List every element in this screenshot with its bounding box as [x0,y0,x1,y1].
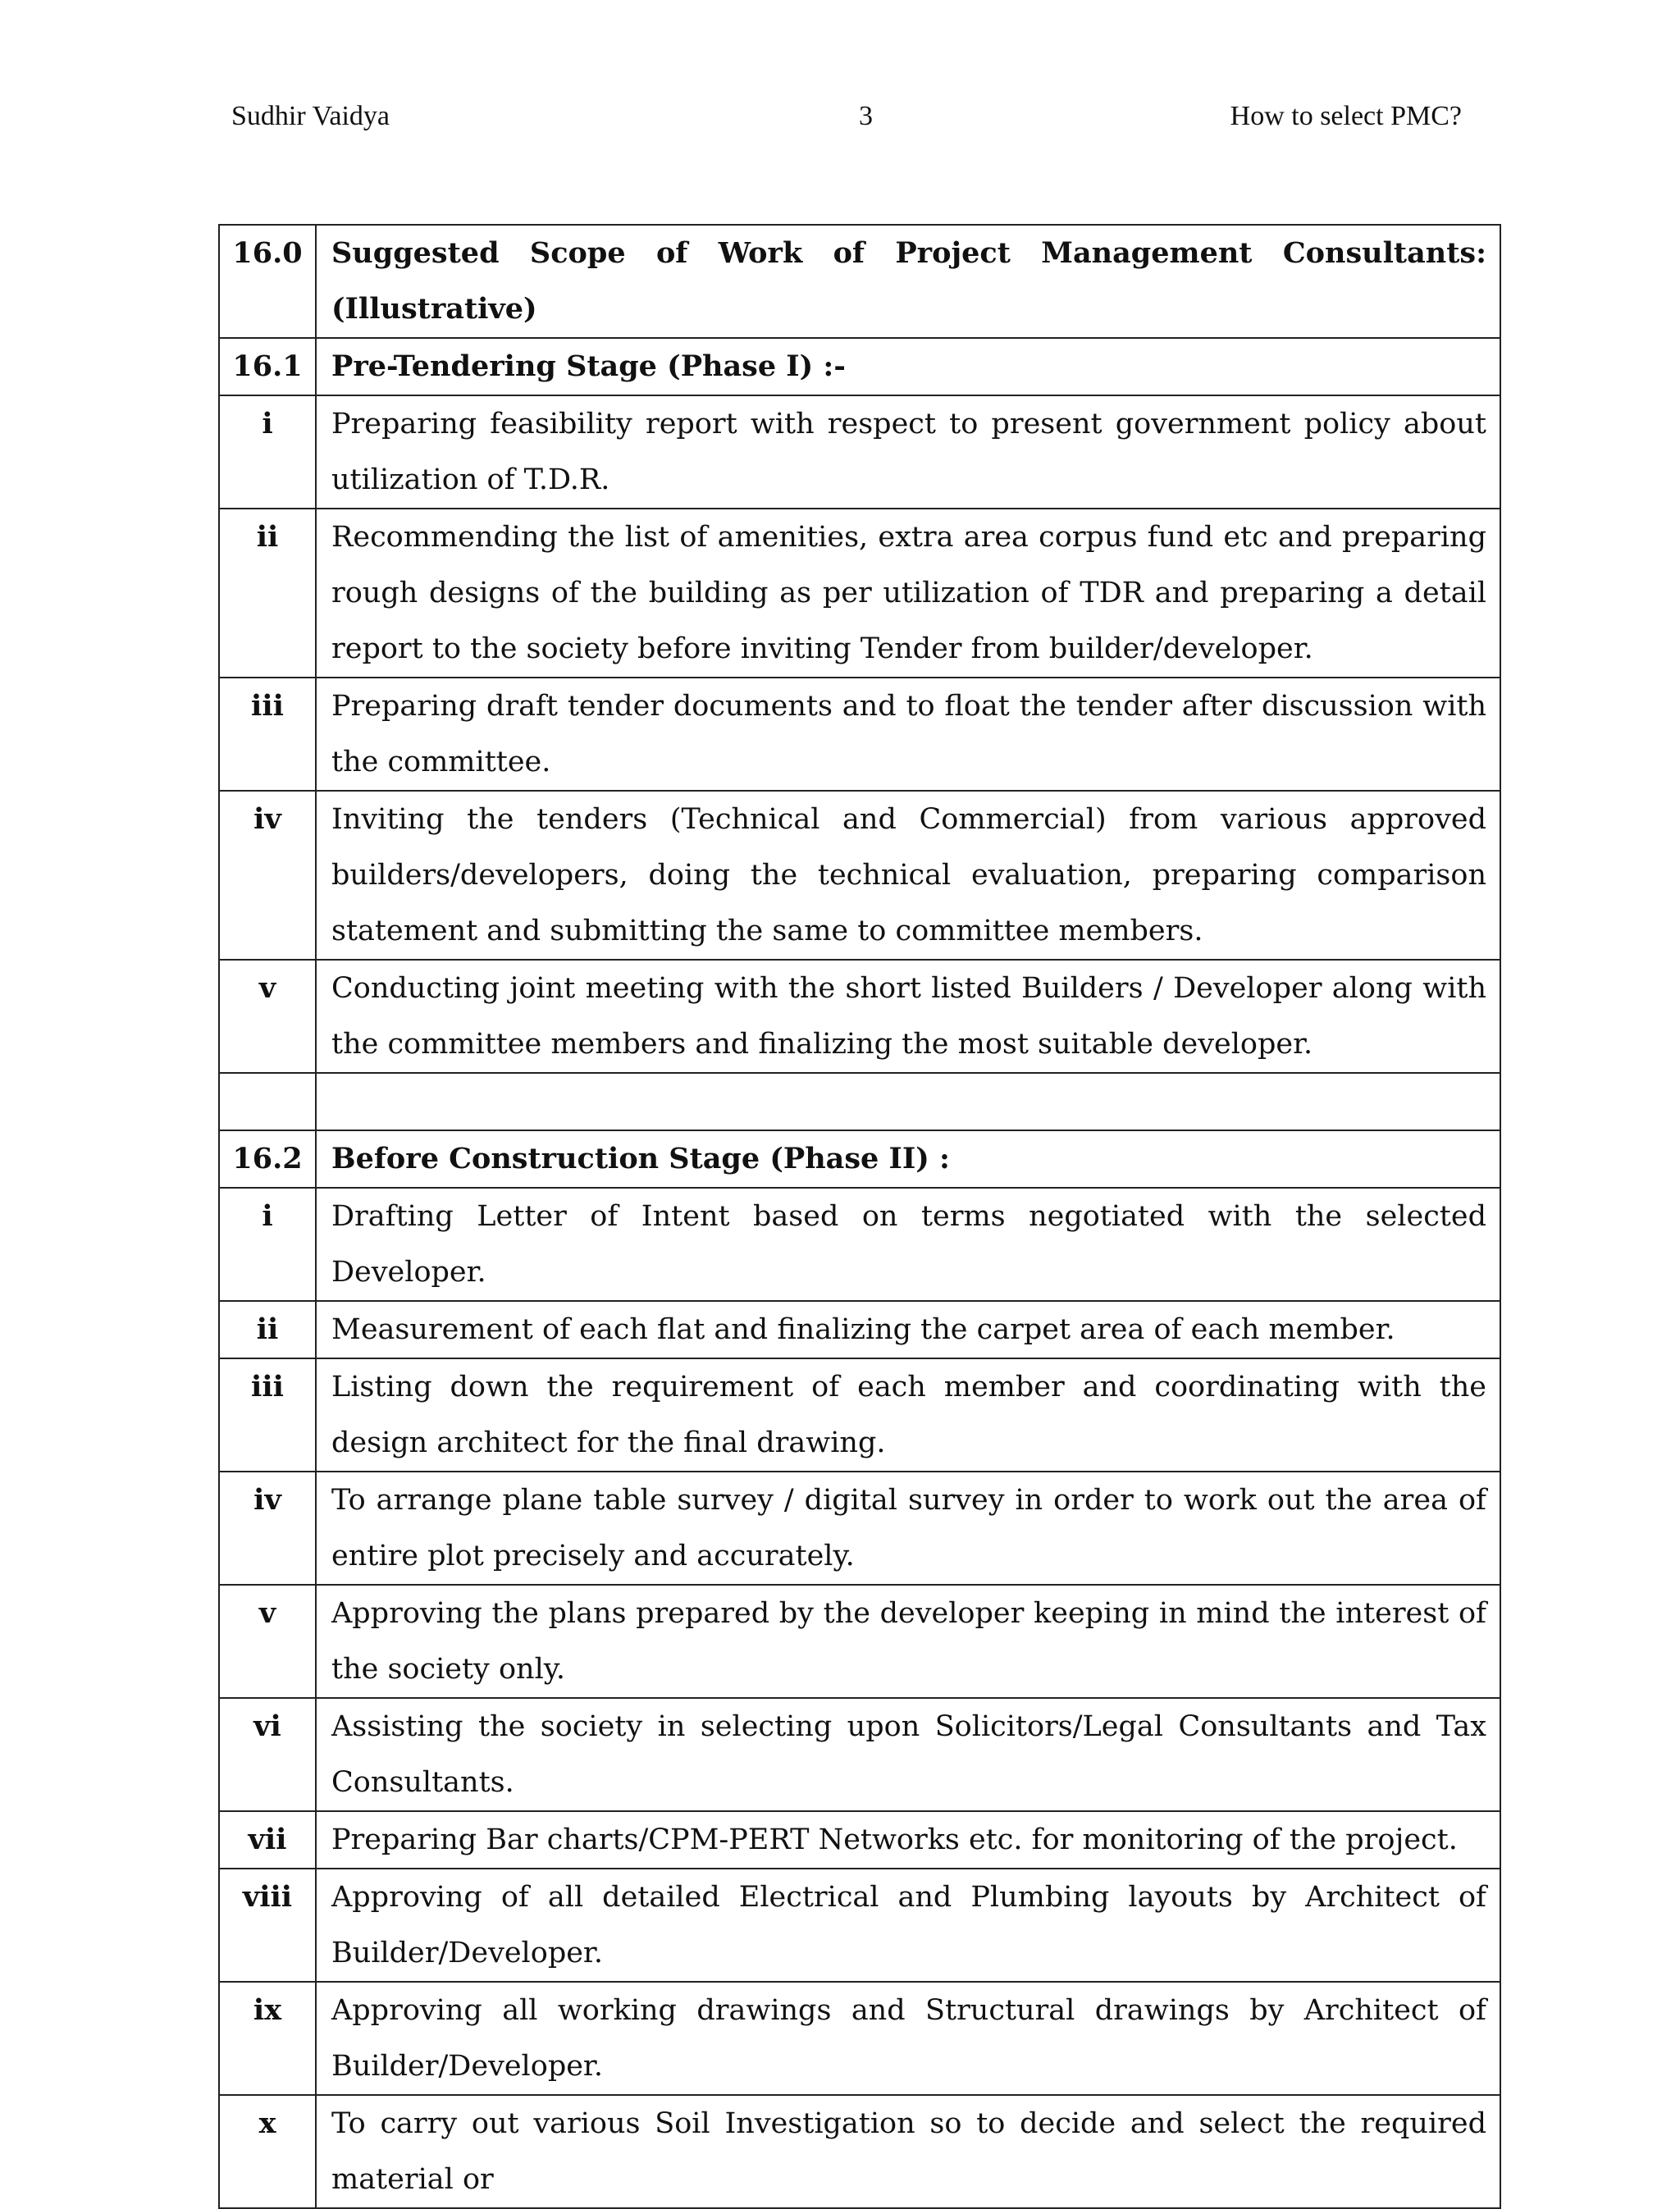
section-title: Before Construction Stage (Phase II) : [316,1130,1500,1188]
row-description: Preparing Bar charts/CPM-PERT Networks etc. for monitoring of the project. [316,1811,1500,1869]
header-page-number: 3 [859,101,873,131]
row-number: ix [219,1982,316,2095]
table-row [219,1301,1500,1358]
table-row [219,791,1500,960]
header-author: Sudhir Vaidya [231,101,390,131]
row-description: Preparing feasibility report with respect to present government policy about utilization of T.D.R. [316,395,1500,509]
row-number: x [219,2095,316,2208]
row-description: Conducting joint meeting with the short listed Builders / Developer along with the committee members and finalizing the most suitable developer. [316,960,1500,1073]
row-number [219,1073,316,1130]
section-heading-row [219,338,1500,395]
section-title: Suggested Scope of Work of Project Management Consultants: (Illustrative) [316,225,1500,338]
row-description: Preparing draft tender documents and to float the tender after discussion with the committee. [316,678,1500,791]
row-number: 16.2 [219,1130,316,1188]
row-number: iii [219,1358,316,1472]
row-description: Assisting the society in selecting upon Solicitors/Legal Consultants and Tax Consultants. [316,1698,1500,1811]
row-number: vii [219,1811,316,1869]
row-number: iv [219,791,316,960]
row-description: Approving the plans prepared by the developer keeping in mind the interest of the society only. [316,1585,1500,1698]
table-row [219,1188,1500,1301]
row-description: To carry out various Soil Investigation so to decide and select the required material or [316,2095,1500,2208]
table-row [219,960,1500,1073]
row-description: Approving all working drawings and Structural drawings by Architect of Builder/Developer. [316,1982,1500,2095]
row-description: Drafting Letter of Intent based on terms negotiated with the selected Developer. [316,1188,1500,1301]
table-row [219,1472,1500,1585]
table-row [219,1811,1500,1869]
table-row [219,1358,1500,1472]
row-number: ii [219,1301,316,1358]
row-description: Recommending the list of amenities, extra area corpus fund etc and preparing rough designs of the building as per utilization of TDR and preparing a detail report to the society before inviting Tender from builder/developer. [316,509,1500,678]
row-description: Approving of all detailed Electrical and Plumbing layouts by Architect of Builder/Developer. [316,1869,1500,1982]
table-row [219,395,1500,509]
section-heading-row [219,1130,1500,1188]
table-row [219,1869,1500,1982]
spacer-row [219,1073,1500,1130]
row-number: v [219,960,316,1073]
row-number: 16.1 [219,338,316,395]
scope-of-work-table [218,224,1501,2209]
header-document-title: How to select PMC? [1230,101,1462,131]
scope-table-body [219,225,1500,2208]
section-title: Pre-Tendering Stage (Phase I) :- [316,338,1500,395]
table-row [219,1698,1500,1811]
row-description: Listing down the requirement of each member and coordinating with the design architect for the final drawing. [316,1358,1500,1472]
row-number: iii [219,678,316,791]
row-number: vi [219,1698,316,1811]
row-description: To arrange plane table survey / digital survey in order to work out the area of entire plot precisely and accurately. [316,1472,1500,1585]
row-number: iv [219,1472,316,1585]
table-row [219,1585,1500,1698]
row-description [316,1073,1500,1130]
table-row [219,2095,1500,2208]
page-header [231,97,1462,136]
table-row [219,678,1500,791]
row-number: ii [219,509,316,678]
row-number: i [219,395,316,509]
row-number: v [219,1585,316,1698]
table-row [219,509,1500,678]
row-description: Measurement of each flat and finalizing the carpet area of each member. [316,1301,1500,1358]
row-number: 16.0 [219,225,316,338]
row-number: viii [219,1869,316,1982]
row-description: Inviting the tenders (Technical and Commercial) from various approved builders/developers, doing the technical evaluation, preparing comparison statement and submitting the same to committee members. [316,791,1500,960]
table-row [219,1982,1500,2095]
row-number: i [219,1188,316,1301]
section-heading-row [219,225,1500,338]
